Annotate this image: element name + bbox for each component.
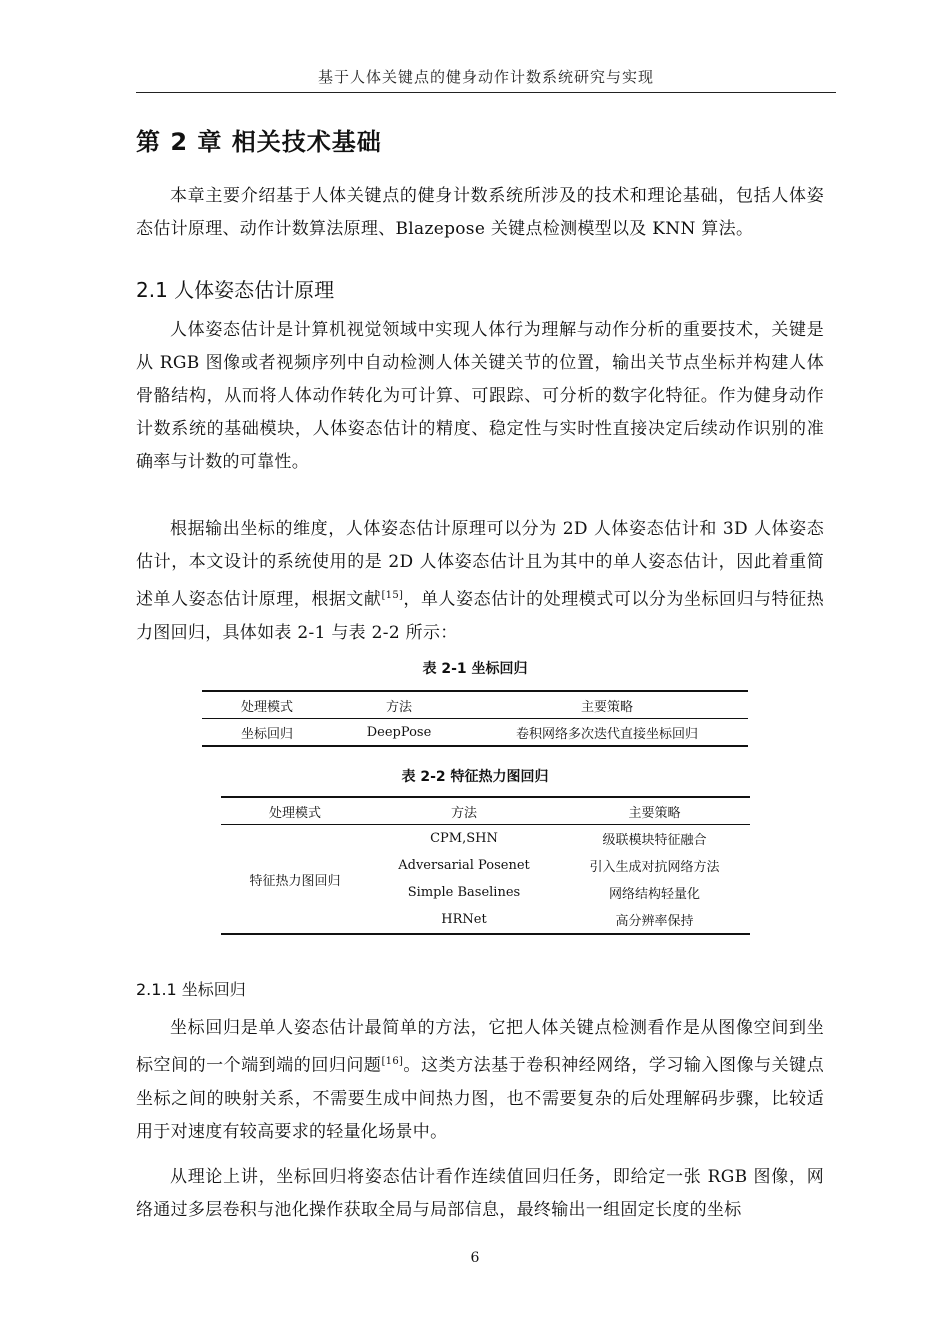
table-header-cell: 方法: [332, 691, 466, 719]
table-cell: HRNet: [441, 912, 487, 927]
table-2-2-caption: 表 2-2 特征热力图回归: [401, 769, 549, 785]
table-header-cell: 处理模式: [221, 797, 369, 825]
section-2-1-paragraph-1: 人体姿态估计是计算机视觉领域中实现人体行为理解与动作分析的重要技术，关键是从 RGB 图像或者视频序列中自动检测人体关键关节的位置，输出关节点坐标并构建人体骨骼结构，从而将人体动作转化为可计算、可跟踪、可分析的数字化特征。作为健身动作计数系统的基础模块，人体姿态估计的精度、稳定性与实时性直接决定后续动作识别的准确率与计数的可靠性。: [136, 320, 824, 472]
table-2-1-caption: 表 2-1 坐标回归: [422, 661, 528, 677]
paragraph-text: ，单人姿态估计的处理模式可以分为坐标回归与特征热力图回归，具体如表 2-1 与表 2-2 所示：: [136, 589, 824, 643]
table-2-1: [202, 690, 748, 747]
table-header-cell: 主要策略: [466, 691, 748, 719]
chapter-title: 第 2 章 相关技术基础: [136, 128, 382, 156]
section-2-1-1-paragraph-1: [136, 1012, 824, 1149]
table-header-cell: 方法: [369, 797, 559, 825]
table-cell: Simple Baselines: [407, 885, 521, 900]
section-2-1-paragraph-2: [136, 513, 824, 650]
section-2-1-heading: 2.1 人体姿态估计原理: [136, 278, 335, 302]
table-2-2: [221, 796, 750, 935]
paragraph-text: 坐标回归是单人姿态估计最简单的方法，它把人体关键点检测看作是从图像空间到坐标空间的一个端到端的回归问题: [136, 1018, 824, 1076]
chapter-intro-paragraph: 本章主要介绍基于人体关键点的健身计数系统所涉及的技术和理论基础，包括人体姿态估计原理、动作计数算法原理、Blazepose 关键点检测模型以及 KNN 算法。: [136, 186, 824, 239]
table-cell: CPM,SHN: [430, 831, 498, 846]
paragraph-text: 。这类方法基于卷积神经网络，学习输入图像与关键点坐标之间的映射关系，不需要生成中间热力图，也不需要复杂的后处理解码步骤，比较适用于对速度有较高要求的轻量化场景中。: [136, 1055, 824, 1142]
section-2-1-1-paragraph-2: 从理论上讲，坐标回归将姿态估计看作连续值回归任务，即给定一张 RGB 图像，网络通过多层卷积与池化操作获取全局与局部信息，最终输出一组固定长度的坐标: [136, 1167, 824, 1220]
running-header: 基于人体关键点的健身动作计数系统研究与实现: [136, 62, 836, 93]
table-cell: Adversarial Posenet: [398, 858, 530, 873]
table-header-cell: 处理模式: [202, 691, 332, 719]
table-row: [202, 719, 748, 747]
table-cell: 网络结构轻量化: [608, 887, 700, 902]
table-header-cell: 主要策略: [559, 797, 750, 825]
table-cell: 卷积网络多次迭代直接坐标回归: [515, 726, 698, 742]
section-2-1-1-heading: 2.1.1 坐标回归: [136, 980, 246, 999]
table-header-row: [221, 797, 750, 825]
citation-ref: [15]: [381, 590, 404, 601]
table-cell: DeepPose: [366, 724, 432, 740]
table-header-row: [202, 691, 748, 719]
page-number: 6: [470, 1250, 480, 1266]
paragraph-text: 根据输出坐标的维度，人体姿态估计原理可以分为 2D 人体姿态估计和 3D 人体姿态估计，本文设计的系统使用的是 2D 人体姿态估计且为其中的单人姿态估计，因此着重简述单人姿态估计原理，根据文献: [136, 519, 824, 610]
table-cell: 级联模块特征融合: [602, 833, 707, 848]
table-cell: 高分辨率保持: [615, 914, 694, 929]
table-row: [221, 825, 750, 853]
table-cell-mode: 特征热力图回归: [249, 873, 341, 889]
citation-ref: [16]: [381, 1056, 404, 1067]
table-cell: 引入生成对抗网络方法: [589, 860, 720, 875]
table-cell: 坐标回归: [240, 726, 293, 742]
